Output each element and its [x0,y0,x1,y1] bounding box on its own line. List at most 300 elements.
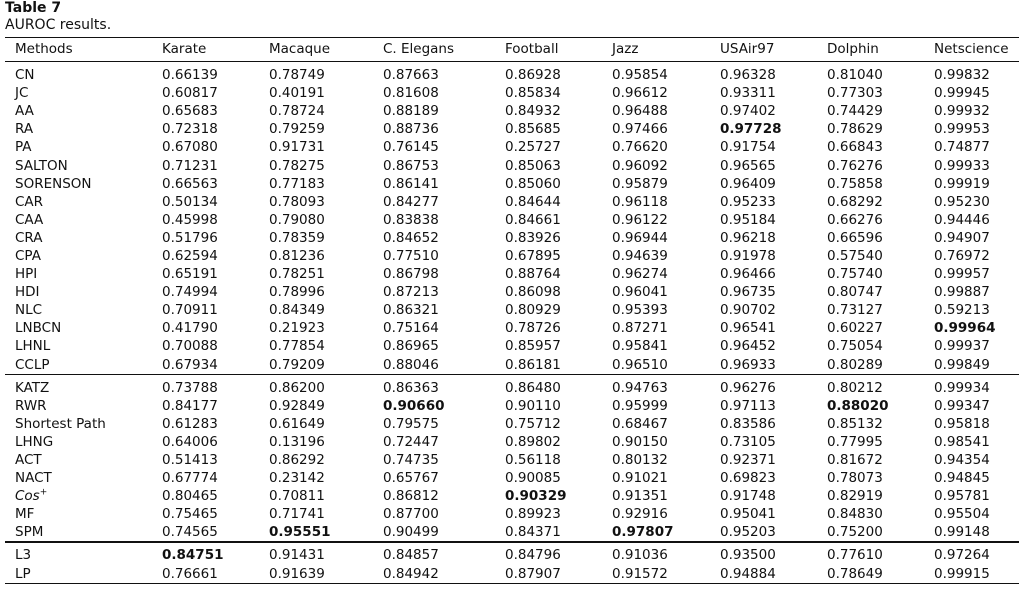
table-row [5,229,1019,247]
value-cell: 0.79080 [269,211,325,228]
value-cell: 0.95233 [720,193,776,210]
value-cell: 0.96122 [612,211,668,228]
value-cell: 0.90702 [720,302,776,319]
column-header: C. Elegans [383,41,455,57]
value-cell: 0.25727 [505,139,561,156]
value-cell: 0.84857 [383,547,439,564]
method-name: KATZ [15,379,50,396]
value-cell: 0.84177 [162,397,218,414]
method-cell [5,247,162,265]
value-cell: 0.75740 [827,266,883,283]
value-cell: 0.68292 [827,193,883,210]
table-row [5,319,1019,337]
column-header: Dolphin [827,41,879,57]
value-cell: 0.74877 [934,139,990,156]
value-cell: 0.57540 [827,247,883,264]
table-row [5,542,1019,564]
value-cell: 0.84371 [505,524,561,541]
value-cell: 0.84751 [162,547,224,564]
method-name: L3 [15,547,32,564]
value-cell: 0.78724 [269,103,325,120]
method-cell [5,102,162,120]
value-cell: 0.23142 [269,470,325,487]
value-cell: 0.91572 [612,565,668,582]
value-cell: 0.99832 [934,67,990,84]
value-cell: 0.99148 [934,524,990,541]
table-row [5,505,1019,523]
table-row [5,565,1019,584]
value-cell: 0.96409 [720,175,776,192]
value-cell: 0.41790 [162,320,218,337]
table-row [5,469,1019,487]
method-cell [5,229,162,247]
value-cell: 0.51796 [162,229,218,246]
value-cell: 0.97264 [934,547,990,564]
value-cell: 0.67934 [162,356,218,373]
column-header: Karate [162,41,207,57]
value-cell: 0.87271 [612,320,668,337]
value-cell: 0.72318 [162,121,218,138]
value-cell: 0.96933 [720,356,776,373]
value-cell: 0.73127 [827,302,883,319]
value-cell: 0.62594 [162,247,218,264]
method-name: CRA [15,229,43,246]
value-cell: 0.65191 [162,266,218,283]
value-cell: 0.94884 [720,565,776,582]
value-cell: 0.78073 [827,470,883,487]
value-cell: 0.87700 [383,506,439,523]
method-cell [5,505,162,523]
value-cell: 0.98541 [934,433,990,450]
value-cell: 0.86965 [383,338,439,355]
value-cell: 0.73105 [720,433,776,450]
method-name: LNBCN [15,320,62,337]
method-name: SALTON [15,157,68,174]
method-cell [5,301,162,319]
value-cell: 0.70088 [162,338,218,355]
table-subtitle: AUROC results. [5,17,112,33]
value-cell: 0.71741 [269,506,325,523]
value-cell: 0.86098 [505,284,561,301]
value-cell: 0.86292 [269,452,325,469]
value-cell: 0.78749 [269,67,325,84]
value-cell: 0.88736 [383,121,439,138]
value-cell: 0.85834 [505,85,561,102]
table-row [5,433,1019,451]
method-cell [5,193,162,211]
value-cell: 0.91036 [612,547,668,564]
value-cell: 0.76620 [612,139,668,156]
value-cell: 0.78359 [269,229,325,246]
method-cell [5,337,162,355]
method-name: Cos [15,488,40,505]
value-cell: 0.95999 [612,397,668,414]
method-cell [5,397,162,415]
value-cell: 0.84277 [383,193,439,210]
value-cell: 0.75858 [827,175,883,192]
value-cell: 0.86200 [269,379,325,396]
value-cell: 0.75164 [383,320,439,337]
method-name: CAR [15,193,44,210]
value-cell: 0.86321 [383,302,439,319]
value-cell: 0.61283 [162,415,218,432]
value-cell: 0.77183 [269,175,325,192]
value-cell: 0.85685 [505,121,561,138]
value-cell: 0.90110 [505,397,561,414]
column-header: USAir97 [720,41,775,57]
value-cell: 0.76276 [827,157,883,174]
method-cell [5,565,162,584]
method-name: LHNL [15,338,51,355]
table-group-path-methods [5,374,1019,542]
value-cell: 0.74735 [383,452,439,469]
value-cell: 0.60227 [827,320,883,337]
method-name: CAA [15,211,44,228]
value-cell: 0.84652 [383,229,439,246]
value-cell: 0.95504 [934,506,990,523]
table-row [5,283,1019,301]
value-cell: 0.91978 [720,247,776,264]
value-cell: 0.96452 [720,338,776,355]
table-row [5,451,1019,469]
method-cell [5,374,162,397]
method-name: PA [15,139,32,156]
value-cell: 0.96488 [612,103,668,120]
value-cell: 0.96944 [612,229,668,246]
value-cell: 0.99953 [934,121,990,138]
value-cell: 0.90329 [505,488,567,505]
value-cell: 0.81040 [827,67,883,84]
table-row [5,487,1019,505]
value-cell: 0.81236 [269,247,325,264]
table-row [5,156,1019,174]
value-cell: 0.45998 [162,211,218,228]
method-cell [5,84,162,102]
value-cell: 0.88189 [383,103,439,120]
column-header: Football [505,41,559,57]
value-cell: 0.79575 [383,415,439,432]
value-cell: 0.94907 [934,229,990,246]
value-cell: 0.73788 [162,379,218,396]
method-cell [5,175,162,193]
value-cell: 0.87213 [383,284,439,301]
value-cell: 0.78629 [827,121,883,138]
value-cell: 0.80289 [827,356,883,373]
value-cell: 0.93500 [720,547,776,564]
value-cell: 0.94763 [612,379,668,396]
value-cell: 0.89802 [505,433,561,450]
method-cell [5,451,162,469]
value-cell: 0.96565 [720,157,776,174]
value-cell: 0.88020 [827,397,889,414]
value-cell: 0.74994 [162,284,218,301]
table-row [5,247,1019,265]
method-cell [5,62,162,85]
method-cell [5,120,162,138]
value-cell: 0.76972 [934,247,990,264]
method-cell [5,211,162,229]
value-cell: 0.95841 [612,338,668,355]
value-cell: 0.80747 [827,284,883,301]
value-cell: 0.76661 [162,565,218,582]
value-cell: 0.74565 [162,524,218,541]
method-cell [5,356,162,375]
method-name: MF [15,506,35,523]
value-cell: 0.96041 [612,284,668,301]
value-cell: 0.86181 [505,356,561,373]
value-cell: 0.81608 [383,85,439,102]
method-name: CCLP [15,356,50,373]
table-header-row [5,38,1019,62]
value-cell: 0.89923 [505,506,561,523]
value-cell: 0.96276 [720,379,776,396]
value-cell: 0.96274 [612,266,668,283]
value-cell: 0.69823 [720,470,776,487]
value-cell: 0.66139 [162,67,218,84]
value-cell: 0.86812 [383,488,439,505]
value-cell: 0.70811 [269,488,325,505]
value-cell: 0.95781 [934,488,990,505]
table-row [5,102,1019,120]
value-cell: 0.50134 [162,193,218,210]
value-cell: 0.83586 [720,415,776,432]
value-cell: 0.90150 [612,433,668,450]
value-cell: 0.99937 [934,338,990,355]
value-cell: 0.93311 [720,85,776,102]
table-row [5,265,1019,283]
value-cell: 0.64006 [162,433,218,450]
method-cell [5,469,162,487]
value-cell: 0.71231 [162,157,218,174]
value-cell: 0.77995 [827,433,883,450]
value-cell: 0.70911 [162,302,218,319]
column-header: Methods [15,41,73,57]
value-cell: 0.77303 [827,85,883,102]
value-cell: 0.84942 [383,565,439,582]
value-cell: 0.96328 [720,67,776,84]
method-cell [5,487,162,505]
value-cell: 0.96218 [720,229,776,246]
value-cell: 0.84349 [269,302,325,319]
value-cell: 0.92371 [720,452,776,469]
value-cell: 0.78251 [269,266,325,283]
value-cell: 0.99347 [934,397,990,414]
value-cell: 0.66276 [827,211,883,228]
value-cell: 0.95203 [720,524,776,541]
value-cell: 0.85063 [505,157,561,174]
value-cell: 0.91639 [269,565,325,582]
method-name: SORENSON [15,175,92,192]
method-name: CN [15,67,35,84]
value-cell: 0.67080 [162,139,218,156]
value-cell: 0.99887 [934,284,990,301]
value-cell: 0.85132 [827,415,883,432]
method-cell [5,283,162,301]
value-cell: 0.95879 [612,175,668,192]
table-row [5,415,1019,433]
table-group-proposed-methods [5,542,1019,583]
value-cell: 0.99934 [934,379,990,396]
value-cell: 0.94446 [934,211,990,228]
method-name: ACT [15,452,42,469]
method-cell [5,319,162,337]
value-cell: 0.91431 [269,547,325,564]
value-cell: 0.77610 [827,547,883,564]
value-cell: 0.90660 [383,397,445,414]
value-cell: 0.78093 [269,193,325,210]
value-cell: 0.95230 [934,193,990,210]
value-cell: 0.86753 [383,157,439,174]
table-row [5,211,1019,229]
value-cell: 0.88046 [383,356,439,373]
value-cell: 0.96466 [720,266,776,283]
table-row [5,374,1019,397]
value-cell: 0.91754 [720,139,776,156]
method-name: JC [15,85,29,102]
value-cell: 0.90499 [383,524,439,541]
method-name: LHNG [15,433,54,450]
value-cell: 0.76145 [383,139,439,156]
value-cell: 0.99849 [934,356,990,373]
value-cell: 0.99964 [934,320,996,337]
value-cell: 0.92849 [269,397,325,414]
value-cell: 0.21923 [269,320,325,337]
method-name: AA [15,103,34,120]
value-cell: 0.83926 [505,229,561,246]
value-cell: 0.82919 [827,488,883,505]
value-cell: 0.13196 [269,433,325,450]
table-row [5,193,1019,211]
table-row [5,62,1019,85]
value-cell: 0.78275 [269,157,325,174]
value-cell: 0.80132 [612,452,668,469]
value-cell: 0.95818 [934,415,990,432]
value-cell: 0.96510 [612,356,668,373]
value-cell: 0.77854 [269,338,325,355]
method-cell [5,265,162,283]
value-cell: 0.97807 [612,524,674,541]
value-cell: 0.78726 [505,320,561,337]
value-cell: 0.65683 [162,103,218,120]
value-cell: 0.75465 [162,506,218,523]
table-row [5,337,1019,355]
method-cell [5,415,162,433]
table-row [5,523,1019,542]
method-name: HDI [15,284,40,301]
table-row [5,138,1019,156]
value-cell: 0.95393 [612,302,668,319]
method-superscript: + [39,487,48,498]
method-name: LP [15,565,31,582]
value-cell: 0.86928 [505,67,561,84]
value-cell: 0.67774 [162,470,218,487]
value-cell: 0.67895 [505,247,561,264]
value-cell: 0.79259 [269,121,325,138]
value-cell: 0.66563 [162,175,218,192]
method-name: NLC [15,302,43,319]
method-name: CPA [15,247,41,264]
method-name: Shortest Path [15,415,106,432]
value-cell: 0.99957 [934,266,990,283]
value-cell: 0.96612 [612,85,668,102]
column-header: Jazz [612,41,639,57]
value-cell: 0.95041 [720,506,776,523]
value-cell: 0.78649 [827,565,883,582]
value-cell: 0.92916 [612,506,668,523]
value-cell: 0.51413 [162,452,218,469]
value-cell: 0.99933 [934,157,990,174]
method-name: NACT [15,470,52,487]
value-cell: 0.84796 [505,547,561,564]
value-cell: 0.96735 [720,284,776,301]
column-header: Netscience [934,41,1009,57]
value-cell: 0.97402 [720,103,776,120]
value-cell: 0.84661 [505,211,561,228]
table-row [5,120,1019,138]
value-cell: 0.75712 [505,415,561,432]
value-cell: 0.40191 [269,85,325,102]
value-cell: 0.83838 [383,211,439,228]
value-cell: 0.97113 [720,397,776,414]
method-cell [5,523,162,542]
value-cell: 0.80929 [505,302,561,319]
table-row [5,175,1019,193]
value-cell: 0.99932 [934,103,990,120]
table-group-neighbor-methods [5,62,1019,375]
value-cell: 0.65767 [383,470,439,487]
column-header: Macaque [269,41,331,57]
value-cell: 0.72447 [383,433,439,450]
table-row [5,397,1019,415]
value-cell: 0.79209 [269,356,325,373]
value-cell: 0.85957 [505,338,561,355]
value-cell: 0.90085 [505,470,561,487]
value-cell: 0.91731 [269,139,325,156]
value-cell: 0.85060 [505,175,561,192]
method-cell [5,433,162,451]
value-cell: 0.84644 [505,193,561,210]
value-cell: 0.80465 [162,488,218,505]
value-cell: 0.99915 [934,565,990,582]
auroc-results-table [5,37,1019,584]
value-cell: 0.95551 [269,524,331,541]
value-cell: 0.66596 [827,229,883,246]
value-cell: 0.74429 [827,103,883,120]
value-cell: 0.61649 [269,415,325,432]
value-cell: 0.99945 [934,85,990,102]
value-cell: 0.94639 [612,247,668,264]
value-cell: 0.86480 [505,379,561,396]
value-cell: 0.99919 [934,175,990,192]
value-cell: 0.91748 [720,488,776,505]
value-cell: 0.94354 [934,452,990,469]
value-cell: 0.75054 [827,338,883,355]
value-cell: 0.95854 [612,67,668,84]
method-name: SPM [15,524,44,541]
value-cell: 0.96092 [612,157,668,174]
value-cell: 0.96541 [720,320,776,337]
value-cell: 0.86363 [383,379,439,396]
value-cell: 0.75200 [827,524,883,541]
method-name: RA [15,121,34,138]
value-cell: 0.78996 [269,284,325,301]
value-cell: 0.77510 [383,247,439,264]
table-row [5,84,1019,102]
value-cell: 0.86141 [383,175,439,192]
value-cell: 0.94845 [934,470,990,487]
table-row [5,301,1019,319]
value-cell: 0.80212 [827,379,883,396]
